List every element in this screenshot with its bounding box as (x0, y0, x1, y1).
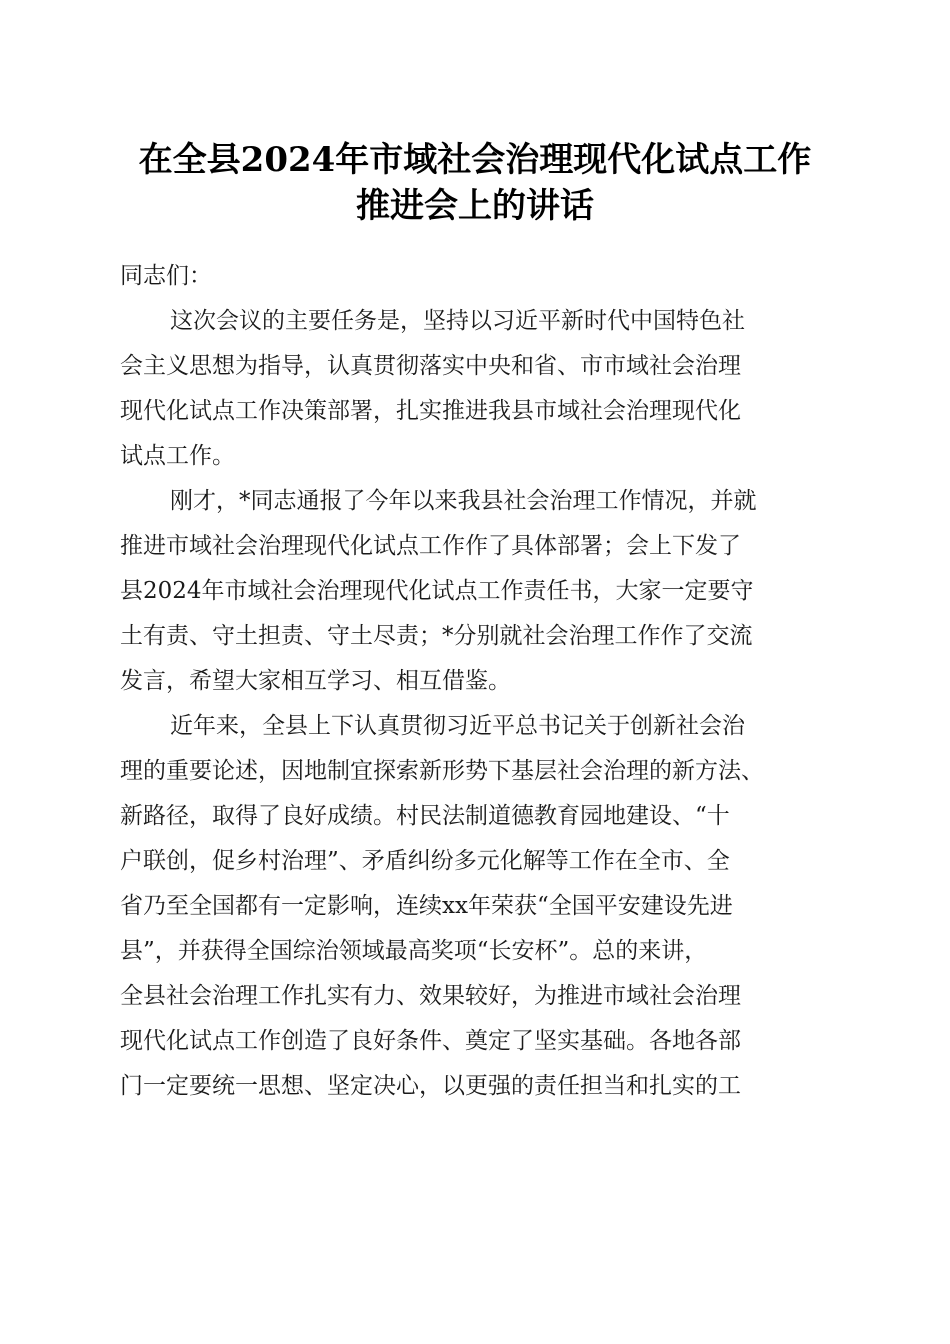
body-text-line: 近年来，全县上下认真贯彻习近平总书记关于创新社会治 (170, 713, 745, 739)
body-text-line: 发言，希望大家相互学习、相互借鉴。 (120, 668, 511, 694)
document-title-line-1: 在全县2024年市域社会治理现代化试点工作 (138, 140, 812, 180)
body-text-line: 全县社会治理工作扎实有力、效果较好，为推进市域社会治理 (120, 983, 741, 1009)
body-text-line: 县2024年市域社会治理现代化试点工作责任书，大家一定要守 (120, 578, 754, 604)
body-text-line: 会主义思想为指导，认真贯彻落实中央和省、市市域社会治理 (120, 353, 741, 379)
body-text-line: 现代化试点工作创造了良好条件、奠定了坚实基础。各地各部 (120, 1028, 741, 1054)
body-text-line: 户联创，促乡村治理”、矛盾纠纷多元化解等工作在全市、全 (120, 848, 730, 874)
body-text-line: 这次会议的主要任务是，坚持以习近平新时代中国特色社 (170, 308, 745, 334)
document-title-line-2: 推进会上的讲话 (356, 186, 594, 226)
body-text-line: 理的重要论述，因地制宜探索新形势下基层社会治理的新方法、 (120, 758, 764, 784)
body-text-line: 现代化试点工作决策部署，扎实推进我县市域社会治理现代化 (120, 398, 741, 424)
document-body (120, 254, 832, 1109)
body-text-line: 省乃至全国都有一定影响，连续xx年荣获“全国平安建设先进 (120, 893, 733, 919)
body-text-line: 门一定要统一思想、坚定决心，以更强的责任担当和扎实的工 (120, 1073, 741, 1099)
body-text-line: 刚才，*同志通报了今年以来我县社会治理工作情况，并就 (170, 488, 757, 514)
body-text-line: 新路径，取得了良好成绩。村民法制道德教育园地建设、“十 (120, 803, 730, 829)
body-text-line: 试点工作。 (120, 443, 235, 469)
body-text-line: 县”，并获得全国综治领域最高奖项“长安杯”。总的来讲， (120, 938, 708, 964)
body-text-line: 推进市域社会治理现代化试点工作作了具体部署；会上下发了 (120, 533, 741, 559)
salutation: 同志们： (120, 263, 212, 289)
body-text-line: 土有责、守土担责、守土尽责；*分别就社会治理工作作了交流 (120, 623, 753, 649)
